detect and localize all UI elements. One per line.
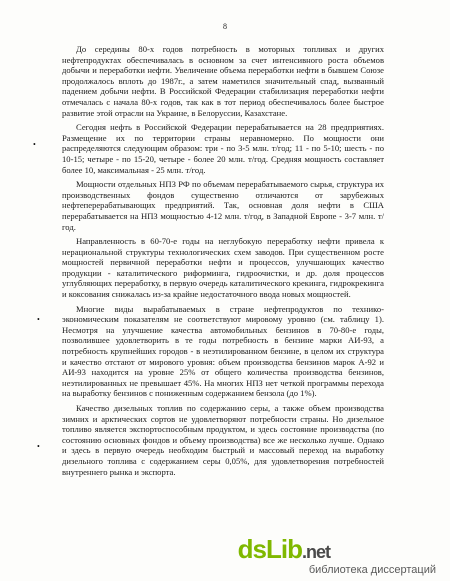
page-number: 8 [223,22,227,31]
paragraph: Направленность в 60-70-е годы на неглубокую переработку нефти привела к нерациональной структуры технологических схем заводов. При существенном росте мощностей первичной переработки нефти и процессов, улучшающих качество продукции - каталитического риформинга, гидроочистки, и др. доля процессов углубляющих переработку, в первую очередь каталитического крекинга, гидрокрекинга и коксования снижалась из-за крайне недостаточного ввода новых мощностей. [62,236,384,300]
paragraph: Качество дизельных топлив по содержанию серы, а также объем производства зимних и арктических сортов не удовлетворяют потребности страны. Но дизельное топливо является экспортоспособным продуктом, и здесь состояние производства (по состоянию основных фондов и объему производства) все же несколько лучше. Однако и здесь в первую очередь необходим быстрый и массовый переход на выработку дизельного топлива с содержанием серы 0,05%, для удовлетворения потребностей внутреннего рынка и экспорта. [62,403,384,477]
body-text [62,44,384,481]
margin-mark: • [33,140,36,149]
watermark-domain: .net [301,542,330,562]
paragraph: До середины 80-х годов потребность в моторных топливах и других нефтепродуктах обеспечивалась в основном за счет интенсивного роста объемов добычи и переработки нефти. Увеличение объема переработки нефти в бывшем Союзе продолжалось вплоть до 1987г., а затем наметился значительный спад, вызванный падением добычи нефти. В Российской Федерации стабилизация переработки нефти отмечалась с начала 80-х годов, так как в тот период обеспечивалось более быстрое развитие этой отрасли на Украине, в Белоруссии, Казахстане. [62,44,384,118]
watermark [0,527,450,581]
watermark-subtitle: библиотека диссертаций [308,564,436,576]
paragraph: Сегодня нефть в Российской Федерации перерабатывается на 28 предприятиях. Размещение их по территории страны неравномерно. По мощности они распределяются следующим образом: три - по 3-5 млн. т/год; 11 - по 5-10; шесть - по 10-15; четыре - по 15-20, четыре - более 20 млн. т/год. Средняя мощность составляет более 10, максимальная - 25 млн. т/год. [62,122,384,175]
margin-mark: • [37,315,40,324]
margin-mark: • [37,442,40,451]
watermark-logo [238,535,330,566]
paragraph: Мощности отдельных НПЗ РФ по объемам перерабатываемого сырья, структура их производственных фондов существенно отличаются от зарубежных нефтеперерабатывающих предприятий. Так, основная доля нефти в США перерабатывается на НПЗ мощностью 4-12 млн. т/год, в Западной Европе - 3-7 млн. т/год. [62,179,384,232]
paragraph: Многие виды вырабатываемых в стране нефтепродуктов по технико-экономическим показателям не соответствуют мировому уровню (см. таблицу 1). Несмотря на улучшение качества автомобильных бензинов в 70-80-е годы, позволившее удовлетворить в те годы потребность в бензине марки АИ-93, а потребность крупнейших городов - в неэтилированном бензине, в целом их структура и качество отстают от мирового уровня: объем производства бензинов марок А-92 и АИ-93 находится на уровне 25% от общего количества производства бензинов, неэтилированных не превышает 45%. На многих НПЗ нет четкой программы перехода на выработку бензинов с пониженным содержанием бензола (до 1%). [62,303,384,399]
watermark-brand: dsLib [237,534,302,564]
